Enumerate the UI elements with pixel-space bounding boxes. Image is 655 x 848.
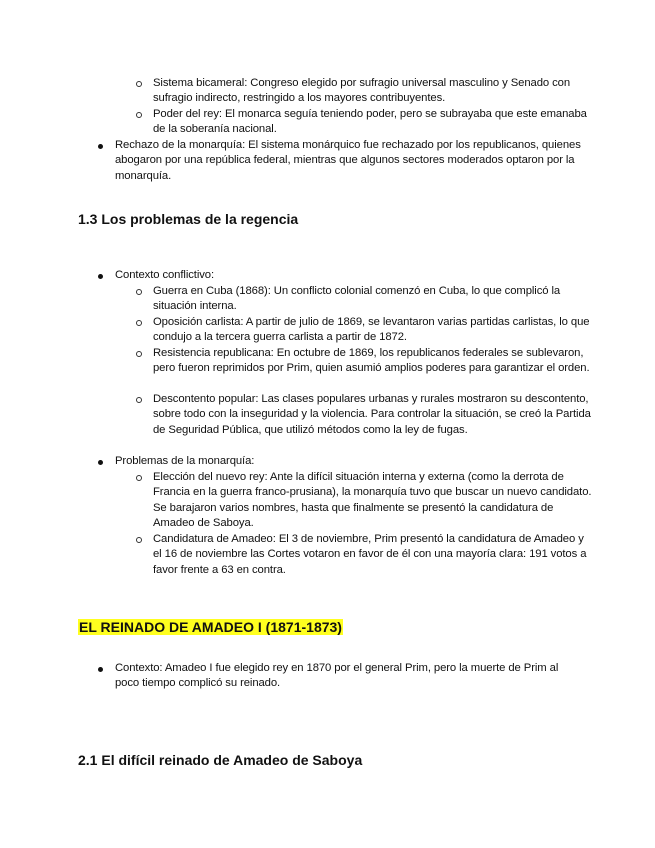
- list-item-sistema-bicameral: Sistema bicameral: Congreso elegido por sufragio universal masculino y Senado con sufragio indirecto, restringido a los mayores contribuyentes.: [153, 76, 593, 107]
- heading-reinado-amadeo: [78, 618, 343, 636]
- list-item-eleccion-nuevo-rey: Elección del nuevo rey: Ante la difícil situación interna y externa (como la derrota de Francia en la guerra franco-prusiana), la monarquía tuvo que buscar un nuevo candidato. Se barajaron varios nombres, hasta que finalmente se presentó la candidatura de Amadeo de Saboya.: [153, 470, 593, 532]
- highlighted-heading-text: EL REINADO DE AMADEO I (1871-1873): [79, 619, 342, 635]
- list-item-poder-del-rey: Poder del rey: El monarca seguía teniendo poder, pero se subrayaba que este emanaba de la soberanía nacional.: [153, 107, 593, 138]
- heading-1-3: 1.3 Los problemas de la regencia: [78, 211, 299, 227]
- list-item-problemas-monarquia: Problemas de la monarquía:: [115, 454, 585, 469]
- list-item-descontento-popular: Descontento popular: Las clases populares urbanas y rurales mostraron su descontento, sobre todo con la inseguridad y la violencia. Para controlar la situación, se creó la Partida de Seguridad Pública, que utilizó métodos como la ley de fugas.: [153, 392, 593, 438]
- list-item-guerra-cuba: Guerra en Cuba (1868): Un conflicto colonial comenzó en Cuba, lo que complicó la situación interna.: [153, 284, 593, 315]
- list-item-contexto-conflictivo: Contexto conflictivo:: [115, 268, 585, 283]
- list-item-contexto-amadeo: Contexto: Amadeo I fue elegido rey en 1870 por el general Prim, pero la muerte de Prim al poco tiempo complicó su reinado.: [115, 661, 585, 692]
- list-item-candidatura-amadeo: Candidatura de Amadeo: El 3 de noviembre, Prim presentó la candidatura de Amadeo y el 16 de noviembre las Cortes votaron en favor de él con una mayoría clara: 191 votos a favor frente a 63 en contra.: [153, 532, 593, 578]
- list-item-rechazo-monarquia: Rechazo de la monarquía: El sistema monárquico fue rechazado por los republicanos, quienes abogaron por una república federal, mientras que algunos sectores moderados optaron por la monarquía.: [115, 138, 585, 184]
- list-item-oposicion-carlista: Oposición carlista: A partir de julio de 1869, se levantaron varias partidas carlistas, lo que condujo a la tercera guerra carlista a partir de 1872.: [153, 315, 593, 346]
- list-item-resistencia-republicana: Resistencia republicana: En octubre de 1869, los republicanos federales se sublevaron, pero fueron reprimidos por Prim, quien asumió amplios poderes para garantizar el orden.: [153, 346, 593, 377]
- heading-2-1: 2.1 El difícil reinado de Amadeo de Saboya: [78, 752, 363, 768]
